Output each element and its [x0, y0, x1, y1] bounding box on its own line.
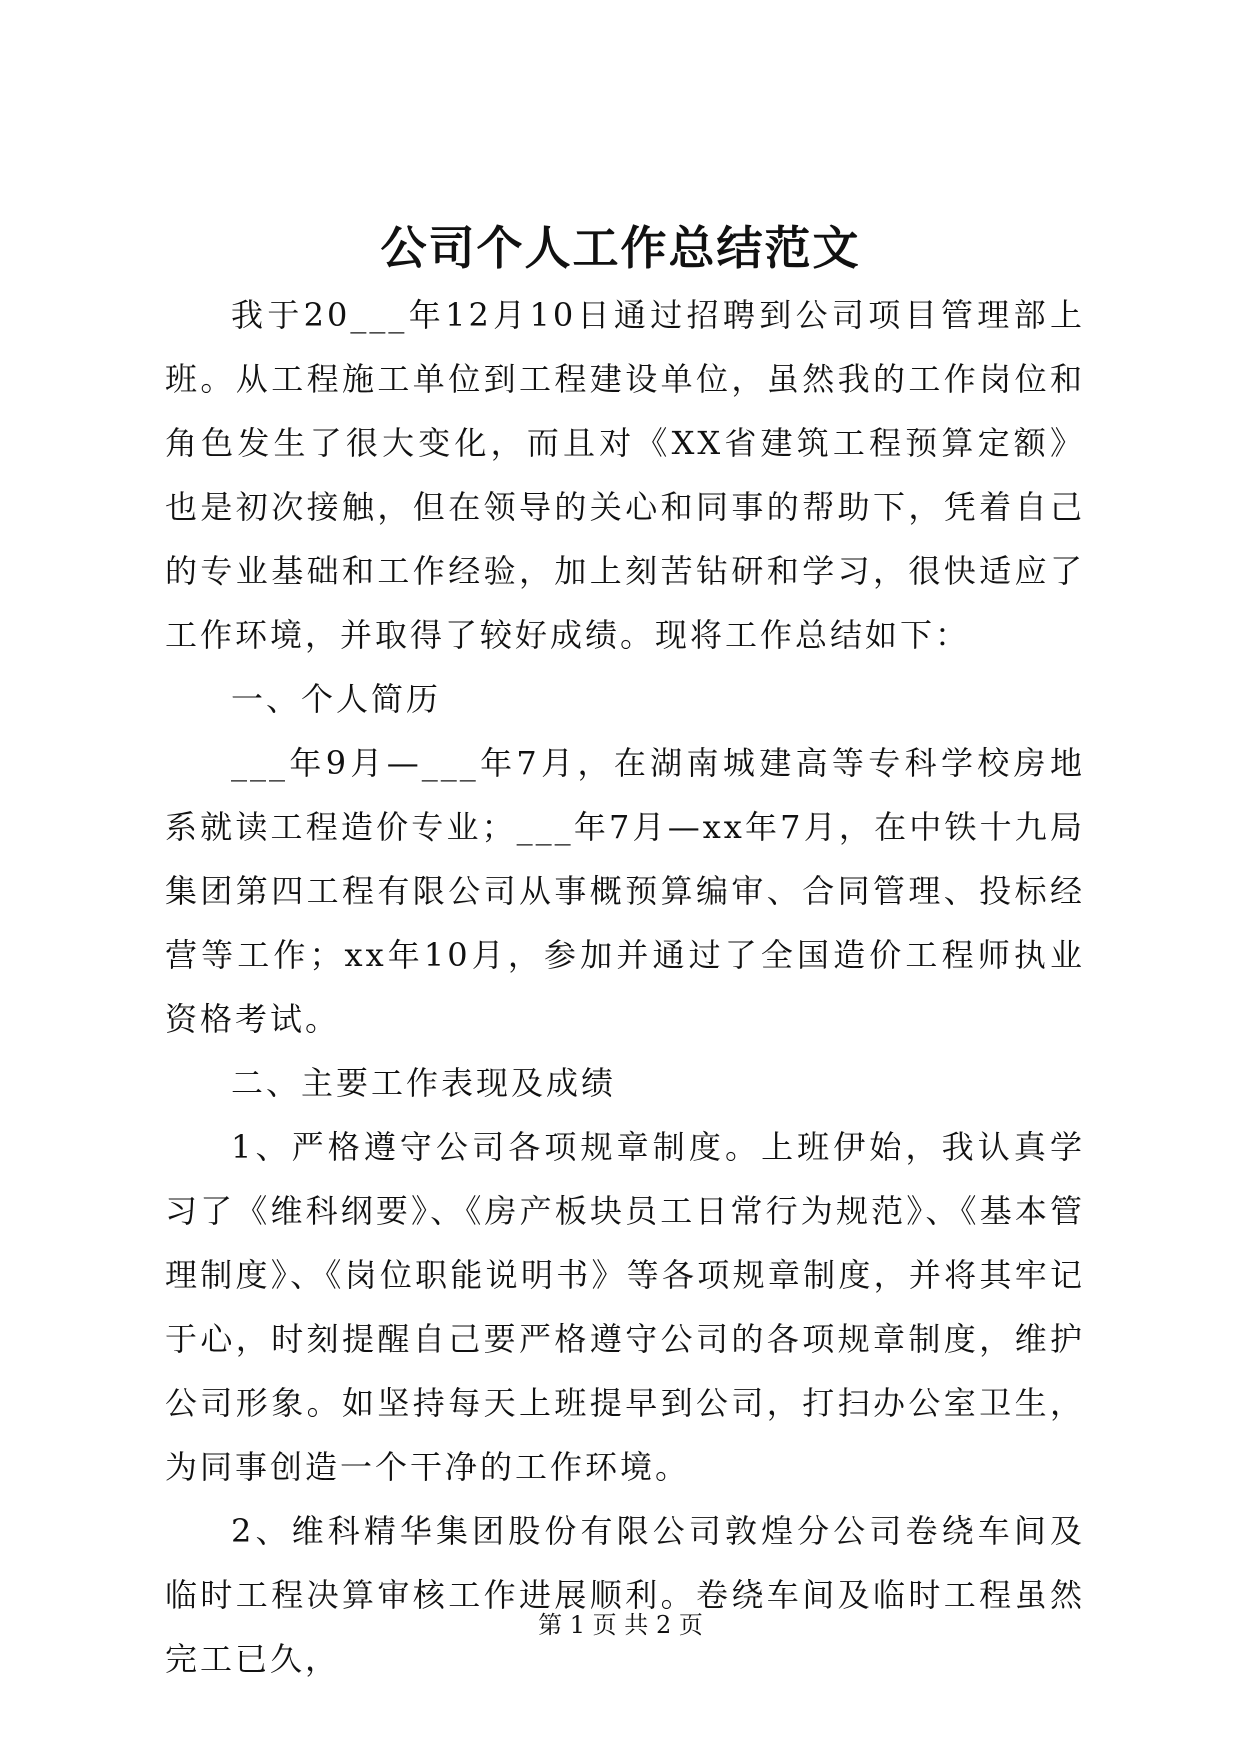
document-title: 公司个人工作总结范文	[380, 221, 861, 275]
intro-paragraph: 我于20___年12月10日通过招聘到公司项目管理部上班。从工程施工单位到工程建设单位，虽然我的工作岗位和角色发生了很大变化，而且对《XX省建筑工程预算定额》也是初次接触，但在领导的关心和同事的帮助下，凭着自己的专业基础和工作经验，加上刻苦钻研和学习，很快适应了工作环境，并取得了较好成绩。现将工作总结如下：	[165, 296, 1085, 654]
resume-paragraph: ___年9月—___年7月，在湖南城建高等专科学校房地系就读工程造价专业；___年7月—xx年7月，在中铁十九局集团第四工程有限公司从事概预算编审、合同管理、投标经营等工作；xx年10月，参加并通过了全国造价工程师执业资格考试。	[165, 744, 1085, 1038]
document-body	[165, 283, 1085, 1691]
section-heading-performance: 二、主要工作表现及成绩	[231, 1064, 617, 1102]
page-footer: 第 1 页 共 2 页	[538, 1611, 703, 1639]
performance-paragraph-2: 2、维科精华集团股份有限公司敦煌分公司卷绕车间及临时工程决算审核工作进展顺利。卷绕车间及临时工程虽然完工已久，	[165, 1512, 1085, 1678]
performance-paragraph-1: 1、严格遵守公司各项规章制度。上班伊始，我认真学习了《维科纲要》、《房产板块员工日常行为规范》、《基本管理制度》、《岗位职能说明书》等各项规章制度，并将其牢记于心，时刻提醒自己要严格遵守公司的各项规章制度，维护公司形象。如坚持每天上班提早到公司，打扫办公室卫生，为同事创造一个干净的工作环境。	[165, 1128, 1085, 1486]
section-heading-resume: 一、个人简历	[231, 680, 442, 718]
